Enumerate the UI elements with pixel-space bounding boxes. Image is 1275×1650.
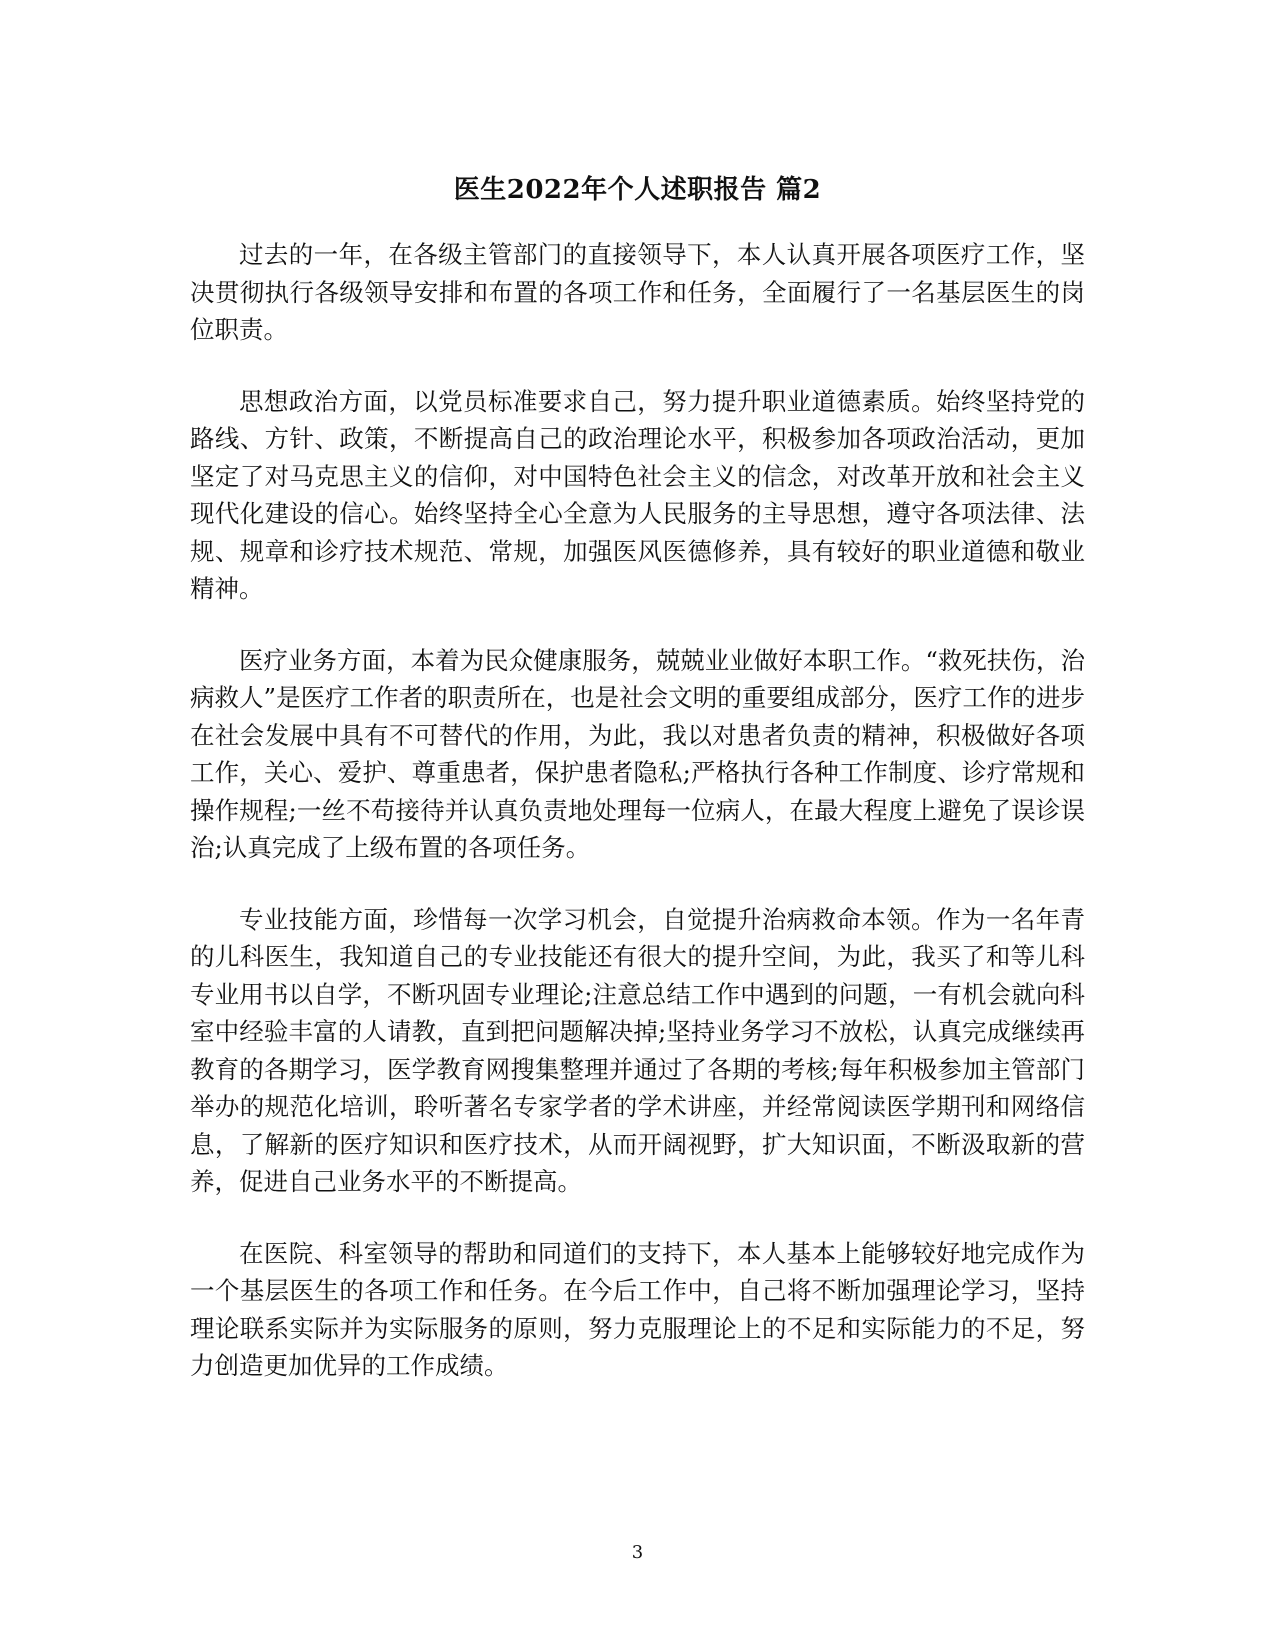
document-title: 医生2022年个人述职报告 篇2 [453, 175, 822, 205]
page-number: 3 [631, 1542, 644, 1563]
paragraph-medical-work: 医疗业务方面，本着为民众健康服务，兢兢业业做好本职工作。“救死扶伤，治病救人”是医疗工作者的职责所在，也是社会文明的重要组成部分，医疗工作的进步在社会发展中具有不可替代的作用，为此，我以对患者负责的精神，积极做好各项工作，关心、爱护、尊重患者，保护患者隐私;严格执行各种工作制度、诊疗常规和操作规程;一丝不苟接待并认真负责地处理每一位病人，在最大程度上避免了误诊误治;认真完成了上级布置的各项任务。 [190, 645, 1085, 862]
paragraph-political: 思想政治方面，以党员标准要求自己，努力提升职业道德素质。始终坚持党的路线、方针、政策，不断提高自己的政治理论水平，积极参加各项政治活动，更加坚定了对马克思主义的信仰，对中国特色社会主义的信念，对改革开放和社会主义现代化建设的信心。始终坚持全心全意为人民服务的主导思想，遵守各项法律、法规、规章和诊疗技术规范、常规，加强医风医德修养，具有较好的职业道德和敬业精神。 [190, 386, 1085, 603]
paragraph-conclusion: 在医院、科室领导的帮助和同道们的支持下，本人基本上能够较好地完成作为一个基层医生的各项工作和任务。在今后工作中，自己将不断加强理论学习，坚持理论联系实际并为实际服务的原则，努力克服理论上的不足和实际能力的不足，努力创造更加优异的工作成绩。 [190, 1238, 1085, 1380]
paragraph-professional-skills: 专业技能方面，珍惜每一次学习机会，自觉提升治病救命本领。作为一名年青的儿科医生，我知道自己的专业技能还有很大的提升空间，为此，我买了和等儿科专业用书以自学，不断巩固专业理论;注意总结工作中遇到的问题，一有机会就向科室中经验丰富的人请教，直到把问题解决掉;坚持业务学习不放松，认真完成继续再教育的各期学习，医学教育网搜集整理并通过了各期的考核;每年积极参加主管部门举办的规范化培训，聆听著名专家学者的学术讲座，并经常阅读医学期刊和网络信息，了解新的医疗知识和医疗技术，从而开阔视野，扩大知识面，不断汲取新的营养，促进自己业务水平的不断提高。 [190, 904, 1085, 1196]
paragraph-intro: 过去的一年，在各级主管部门的直接领导下，本人认真开展各项医疗工作，坚决贯彻执行各级领导安排和布置的各项工作和任务，全面履行了一名基层医生的岗位职责。 [190, 240, 1085, 344]
document-body [190, 170, 1085, 1419]
